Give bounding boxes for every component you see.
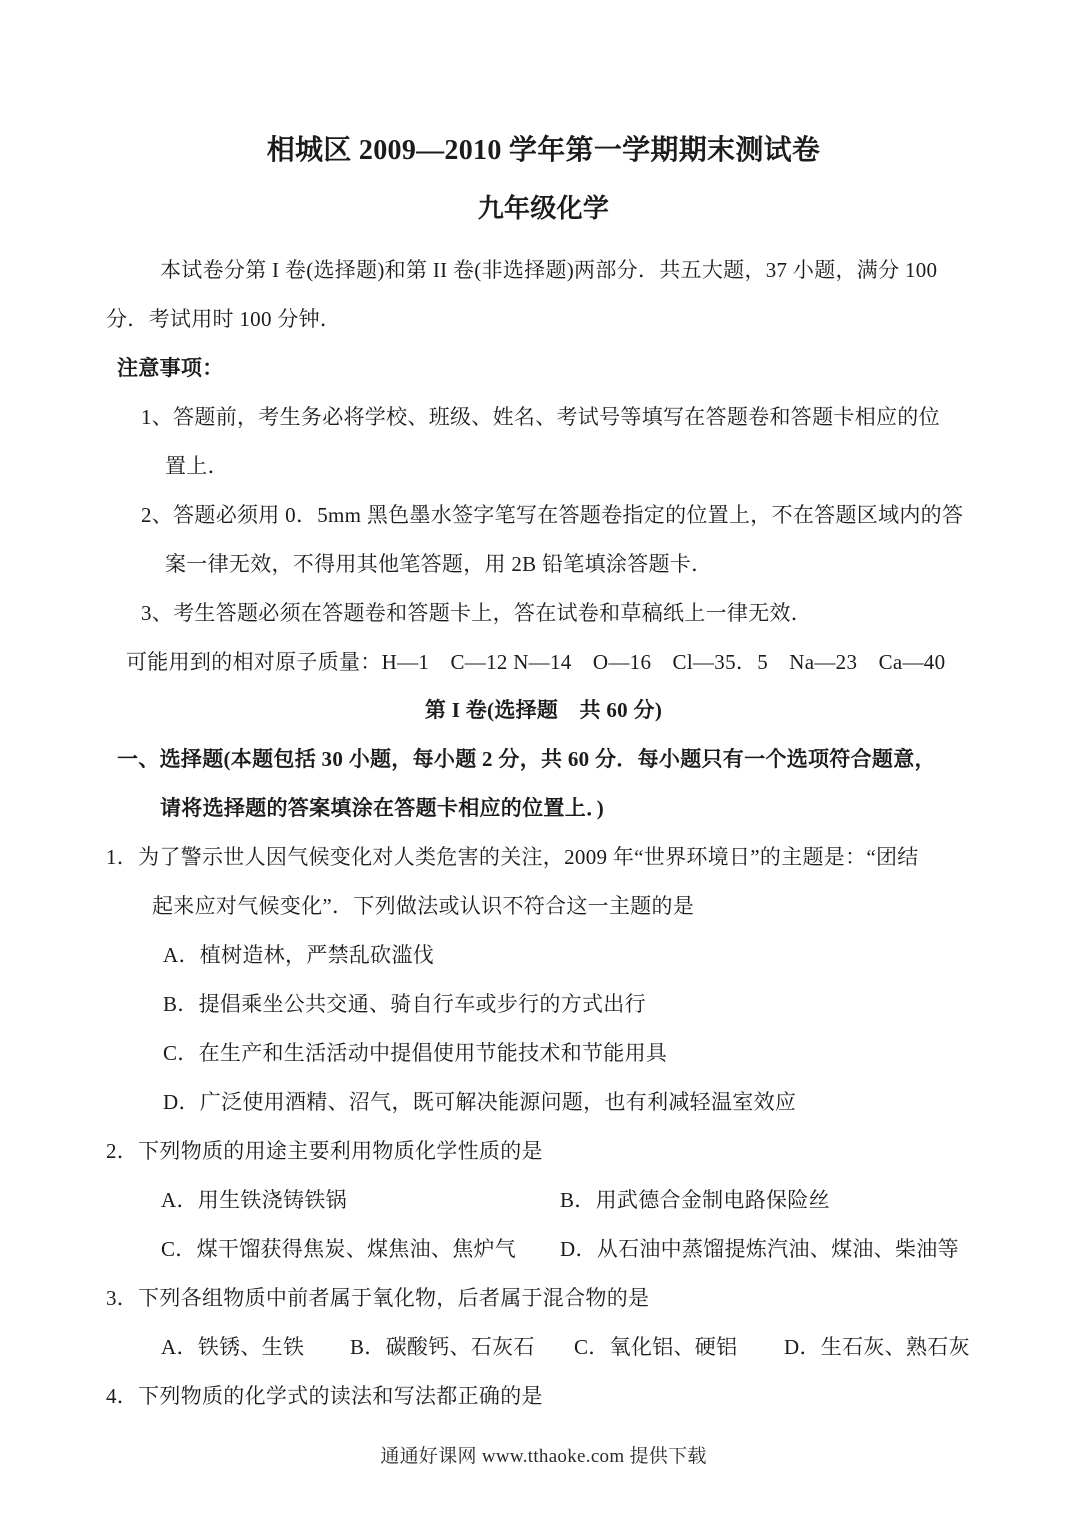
question-2-option-d: D．从石油中蒸馏提炼汽油、煤油、柴油等 bbox=[560, 1237, 959, 1261]
question-1-stem-line-1: 1．为了警示世人因气候变化对人类危害的关注，2009 年“世界环境日”的主题是：“团结 bbox=[106, 845, 919, 869]
question-1-option-c: C．在生产和生活活动中提倡使用节能技术和节能用具 bbox=[163, 1041, 668, 1065]
question-1-option-d: D．广泛使用酒精、沼气，既可解决能源问题，也有利减轻温室效应 bbox=[163, 1090, 797, 1114]
note-2-line-2: 案一律无效，不得用其他笔答题，用 2B 铅笔填涂答题卡． bbox=[165, 552, 713, 576]
question-4-stem: 4．下列物质的化学式的读法和写法都正确的是 bbox=[106, 1384, 543, 1408]
note-2-line-1: 2、答题必须用 0．5mm 黑色墨水签字笔写在答题卷指定的位置上，不在答题区域内的答 bbox=[141, 503, 964, 527]
question-2-option-c: C．煤干馏获得焦炭、煤焦油、焦炉气 bbox=[161, 1237, 517, 1261]
notes-heading: 注意事项： bbox=[117, 356, 224, 380]
section1-instructions-line-2: 请将选择题的答案填涂在答题卡相应的位置上．) bbox=[160, 796, 605, 820]
question-1-stem-line-2: 起来应对气候变化”．下列做法或认识不符合这一主题的是 bbox=[152, 894, 695, 918]
note-1-line-2: 置上． bbox=[165, 454, 229, 478]
question-3-option-a: A．铁锈、生铁 bbox=[161, 1335, 305, 1359]
note-1-line-1: 1、答题前，考生务必将学校、班级、姓名、考试号等填写在答题卷和答题卡相应的位 bbox=[141, 405, 940, 429]
question-3-option-d: D．生石灰、熟石灰 bbox=[784, 1335, 970, 1359]
question-2-option-b: B．用武德合金制电路保险丝 bbox=[560, 1188, 830, 1212]
question-3-stem: 3．下列各组物质中前者属于氧化物，后者属于混合物的是 bbox=[106, 1286, 650, 1310]
doc-subtitle: 九年级化学 bbox=[477, 194, 610, 223]
question-2-stem: 2．下列物质的用途主要利用物质化学性质的是 bbox=[106, 1139, 543, 1163]
doc-title: 相城区 2009—2010 学年第一学期期末测试卷 bbox=[266, 135, 821, 166]
question-1-option-b: B．提倡乘坐公共交通、骑自行车或步行的方式出行 bbox=[163, 992, 646, 1016]
atomic-masses-line: 可能用到的相对原子质量：H—1 C—12 N—14 O—16 Cl—35．5 Na—23 Ca—40 bbox=[126, 650, 946, 674]
question-1-option-a: A．植树造林，严禁乱砍滥伐 bbox=[163, 943, 435, 967]
intro-line-2: 分．考试用时 100 分钟． bbox=[106, 307, 342, 331]
note-3: 3、考生答题必须在答题卷和答题卡上，答在试卷和草稿纸上一律无效． bbox=[141, 601, 813, 625]
part1-heading: 第 I 卷(选择题 共 60 分) bbox=[424, 698, 663, 722]
question-3-option-c: C．氧化铝、硬铝 bbox=[574, 1335, 738, 1359]
intro-line-1: 本试卷分第 I 卷(选择题)和第 II 卷(非选择题)两部分．共五大题，37 小题，满分 100 bbox=[160, 258, 938, 282]
question-3-option-b: B．碳酸钙、石灰石 bbox=[350, 1335, 535, 1359]
footer-download-note: 通通好课网 www.tthaoke.com 提供下载 bbox=[380, 1446, 707, 1467]
question-2-option-a: A．用生铁浇铸铁锅 bbox=[161, 1188, 347, 1212]
section1-instructions-line-1: 一、选择题(本题包括 30 小题，每小题 2 分，共 60 分．每小题只有一个选项符合题意， bbox=[117, 747, 936, 771]
